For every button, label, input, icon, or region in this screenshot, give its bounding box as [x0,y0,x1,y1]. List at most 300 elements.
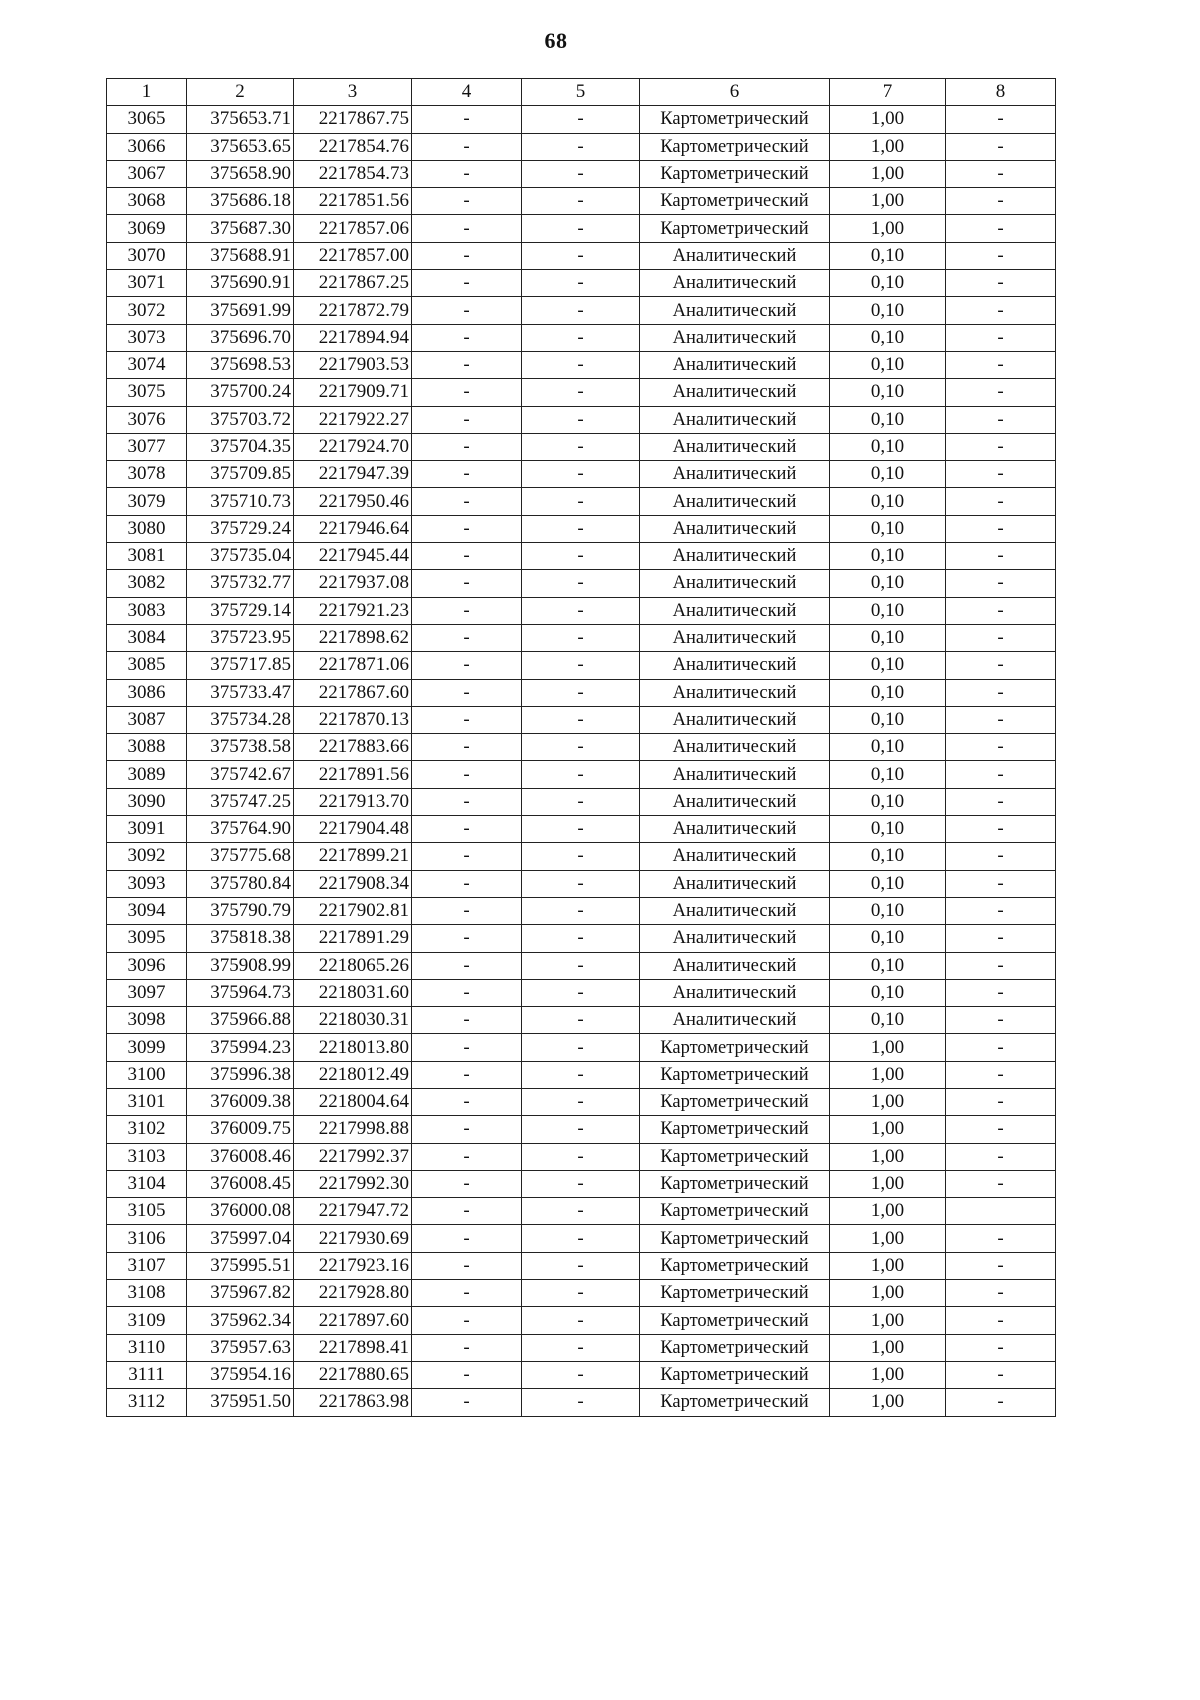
cell-col-8: - [946,351,1056,378]
cell-col-8: - [946,788,1056,815]
cell-coord-y: 2217946.64 [294,515,412,542]
cell-point-number: 3087 [107,706,187,733]
cell-col-4: - [412,1361,522,1388]
cell-accuracy: 1,00 [830,106,946,133]
cell-coord-y: 2217908.34 [294,870,412,897]
cell-accuracy: 1,00 [830,1280,946,1307]
cell-coord-y: 2218004.64 [294,1088,412,1115]
cell-point-number: 3071 [107,270,187,297]
cell-coord-x: 376009.75 [187,1116,294,1143]
cell-accuracy: 1,00 [830,188,946,215]
cell-coord-y: 2217913.70 [294,788,412,815]
cell-method: Аналитический [640,952,830,979]
cell-method: Картометрический [640,133,830,160]
cell-col-4: - [412,133,522,160]
cell-accuracy: 1,00 [830,1225,946,1252]
cell-point-number: 3107 [107,1252,187,1279]
cell-col-5: - [522,570,640,597]
cell-col-8: - [946,952,1056,979]
table-row [107,843,1056,870]
cell-col-4: - [412,1389,522,1416]
table-row [107,979,1056,1006]
table-row [107,1389,1056,1416]
cell-col-5: - [522,1034,640,1061]
cell-point-number: 3082 [107,570,187,597]
cell-point-number: 3097 [107,979,187,1006]
cell-method: Картометрический [640,106,830,133]
table-row [107,324,1056,351]
cell-method: Аналитический [640,351,830,378]
cell-accuracy: 1,00 [830,1252,946,1279]
cell-accuracy: 0,10 [830,734,946,761]
cell-point-number: 3084 [107,624,187,651]
cell-col-8: - [946,870,1056,897]
cell-coord-x: 375995.51 [187,1252,294,1279]
cell-coord-y: 2217867.60 [294,679,412,706]
cell-col-4: - [412,679,522,706]
cell-method: Картометрический [640,1252,830,1279]
cell-point-number: 3086 [107,679,187,706]
cell-col-5: - [522,215,640,242]
cell-col-5: - [522,297,640,324]
cell-col-4: - [412,1007,522,1034]
cell-col-5: - [522,188,640,215]
cell-col-8: - [946,1061,1056,1088]
table-row [107,1307,1056,1334]
cell-method: Аналитический [640,379,830,406]
column-header-2: 2 [187,79,294,106]
table-row [107,406,1056,433]
cell-col-8: - [946,160,1056,187]
cell-coord-x: 375764.90 [187,816,294,843]
table-row [107,133,1056,160]
page-number: 68 [544,28,568,53]
cell-coord-x: 375818.38 [187,925,294,952]
cell-accuracy: 0,10 [830,461,946,488]
cell-accuracy: 0,10 [830,242,946,269]
cell-point-number: 3092 [107,843,187,870]
cell-method: Аналитический [640,488,830,515]
cell-coord-x: 375653.71 [187,106,294,133]
cell-col-8: - [946,133,1056,160]
cell-coord-y: 2217891.56 [294,761,412,788]
cell-coord-x: 375723.95 [187,624,294,651]
cell-point-number: 3089 [107,761,187,788]
cell-accuracy: 0,10 [830,570,946,597]
table-row [107,761,1056,788]
cell-method: Аналитический [640,433,830,460]
cell-col-8: - [946,1252,1056,1279]
cell-col-8: - [946,106,1056,133]
table-row [107,1007,1056,1034]
cell-accuracy: 0,10 [830,351,946,378]
cell-method: Аналитический [640,679,830,706]
cell-accuracy: 1,00 [830,1307,946,1334]
cell-accuracy: 0,10 [830,406,946,433]
cell-method: Аналитический [640,816,830,843]
cell-col-4: - [412,816,522,843]
cell-accuracy: 1,00 [830,215,946,242]
cell-coord-x: 375957.63 [187,1334,294,1361]
cell-point-number: 3099 [107,1034,187,1061]
cell-accuracy: 0,10 [830,679,946,706]
cell-accuracy: 1,00 [830,1334,946,1361]
cell-col-8: - [946,1334,1056,1361]
cell-col-8: - [946,597,1056,624]
cell-coord-y: 2217899.21 [294,843,412,870]
cell-col-5: - [522,952,640,979]
cell-col-8: - [946,515,1056,542]
cell-accuracy: 1,00 [830,1389,946,1416]
cell-col-8: - [946,215,1056,242]
cell-method: Картометрический [640,1034,830,1061]
cell-col-4: - [412,1198,522,1225]
cell-col-5: - [522,816,640,843]
cell-accuracy: 1,00 [830,1116,946,1143]
cell-col-4: - [412,1034,522,1061]
cell-point-number: 3065 [107,106,187,133]
table-row [107,1143,1056,1170]
cell-col-5: - [522,624,640,651]
cell-col-5: - [522,1389,640,1416]
cell-coord-y: 2218012.49 [294,1061,412,1088]
cell-accuracy: 1,00 [830,1088,946,1115]
cell-point-number: 3103 [107,1143,187,1170]
cell-col-5: - [522,1143,640,1170]
cell-coord-x: 375686.18 [187,188,294,215]
cell-coord-x: 375951.50 [187,1389,294,1416]
cell-col-4: - [412,461,522,488]
table-row [107,160,1056,187]
cell-col-4: - [412,160,522,187]
cell-col-4: - [412,979,522,1006]
cell-coord-x: 375709.85 [187,461,294,488]
cell-coord-x: 375962.34 [187,1307,294,1334]
cell-coord-x: 375717.85 [187,652,294,679]
cell-col-8: - [946,1307,1056,1334]
cell-col-4: - [412,734,522,761]
cell-method: Картометрический [640,188,830,215]
table-row [107,816,1056,843]
cell-method: Аналитический [640,515,830,542]
cell-method: Картометрический [640,160,830,187]
cell-accuracy: 0,10 [830,897,946,924]
cell-coord-x: 375687.30 [187,215,294,242]
cell-coord-x: 375700.24 [187,379,294,406]
cell-col-8: - [946,1116,1056,1143]
table-row [107,1034,1056,1061]
cell-col-5: - [522,1225,640,1252]
cell-col-5: - [522,242,640,269]
cell-method: Картометрический [640,1334,830,1361]
cell-accuracy: 1,00 [830,1361,946,1388]
cell-coord-y: 2217851.56 [294,188,412,215]
cell-point-number: 3098 [107,1007,187,1034]
cell-accuracy: 0,10 [830,652,946,679]
cell-col-5: - [522,1307,640,1334]
cell-accuracy: 0,10 [830,597,946,624]
cell-method: Аналитический [640,270,830,297]
column-header-8: 8 [946,79,1056,106]
cell-col-5: - [522,1361,640,1388]
cell-point-number: 3068 [107,188,187,215]
table-row [107,679,1056,706]
cell-method: Аналитический [640,324,830,351]
cell-col-4: - [412,597,522,624]
cell-col-4: - [412,488,522,515]
cell-method: Аналитический [640,543,830,570]
cell-point-number: 3109 [107,1307,187,1334]
table-row [107,597,1056,624]
cell-coord-y: 2217923.16 [294,1252,412,1279]
cell-coord-x: 375735.04 [187,543,294,570]
cell-col-5: - [522,160,640,187]
cell-point-number: 3081 [107,543,187,570]
cell-accuracy: 0,10 [830,324,946,351]
cell-col-4: - [412,379,522,406]
cell-col-4: - [412,406,522,433]
cell-coord-x: 375738.58 [187,734,294,761]
table-row [107,488,1056,515]
cell-col-5: - [522,351,640,378]
cell-coord-y: 2217867.25 [294,270,412,297]
cell-accuracy: 0,10 [830,297,946,324]
table-row [107,1088,1056,1115]
cell-accuracy: 1,00 [830,1061,946,1088]
cell-coord-y: 2217998.88 [294,1116,412,1143]
cell-coord-x: 375691.99 [187,297,294,324]
cell-coord-y: 2218013.80 [294,1034,412,1061]
cell-accuracy: 1,00 [830,160,946,187]
cell-accuracy: 1,00 [830,1143,946,1170]
cell-method: Картометрический [640,1170,830,1197]
cell-coord-y: 2217872.79 [294,297,412,324]
cell-col-5: - [522,843,640,870]
cell-col-4: - [412,324,522,351]
cell-method: Аналитический [640,242,830,269]
cell-accuracy: 0,10 [830,979,946,1006]
cell-point-number: 3095 [107,925,187,952]
cell-coord-x: 375710.73 [187,488,294,515]
table-row [107,1361,1056,1388]
cell-col-8: - [946,270,1056,297]
cell-coord-y: 2217863.98 [294,1389,412,1416]
table-row [107,870,1056,897]
cell-coord-y: 2217903.53 [294,351,412,378]
cell-col-8: - [946,843,1056,870]
cell-coord-y: 2217854.76 [294,133,412,160]
table-row [107,297,1056,324]
cell-point-number: 3077 [107,433,187,460]
cell-method: Аналитический [640,897,830,924]
cell-col-5: - [522,270,640,297]
cell-coord-x: 376009.38 [187,1088,294,1115]
cell-method: Картометрический [640,1361,830,1388]
table-row [107,570,1056,597]
cell-col-4: - [412,215,522,242]
column-header-5: 5 [522,79,640,106]
cell-accuracy: 0,10 [830,270,946,297]
cell-point-number: 3093 [107,870,187,897]
column-header-1: 1 [107,79,187,106]
cell-point-number: 3104 [107,1170,187,1197]
cell-col-8: - [946,1361,1056,1388]
cell-col-8: - [946,324,1056,351]
cell-method: Аналитический [640,788,830,815]
cell-method: Картометрический [640,1307,830,1334]
cell-col-5: - [522,761,640,788]
cell-accuracy: 0,10 [830,515,946,542]
cell-point-number: 3070 [107,242,187,269]
cell-coord-x: 375704.35 [187,433,294,460]
cell-col-4: - [412,351,522,378]
cell-col-4: - [412,1225,522,1252]
cell-accuracy: 0,10 [830,952,946,979]
cell-col-5: - [522,433,640,460]
cell-point-number: 3108 [107,1280,187,1307]
cell-point-number: 3066 [107,133,187,160]
cell-col-5: - [522,1252,640,1279]
cell-coord-x: 376000.08 [187,1198,294,1225]
cell-coord-y: 2217898.62 [294,624,412,651]
cell-point-number: 3073 [107,324,187,351]
cell-coord-x: 375966.88 [187,1007,294,1034]
cell-col-8: - [946,979,1056,1006]
cell-accuracy: 1,00 [830,1170,946,1197]
cell-method: Картометрический [640,1389,830,1416]
cell-col-4: - [412,1252,522,1279]
cell-coord-y: 2217930.69 [294,1225,412,1252]
cell-method: Аналитический [640,734,830,761]
cell-point-number: 3112 [107,1389,187,1416]
cell-col-4: - [412,870,522,897]
cell-coord-x: 375780.84 [187,870,294,897]
table-row [107,952,1056,979]
cell-method: Картометрический [640,1088,830,1115]
cell-coord-x: 375729.24 [187,515,294,542]
cell-method: Аналитический [640,297,830,324]
cell-point-number: 3101 [107,1088,187,1115]
cell-accuracy: 0,10 [830,488,946,515]
cell-col-5: - [522,925,640,952]
cell-point-number: 3094 [107,897,187,924]
cell-col-5: - [522,979,640,1006]
cell-method: Аналитический [640,706,830,733]
cell-coord-x: 375747.25 [187,788,294,815]
cell-col-4: - [412,515,522,542]
cell-col-4: - [412,1307,522,1334]
table-body [107,106,1056,1416]
table-row [107,1170,1056,1197]
cell-col-4: - [412,270,522,297]
cell-col-4: - [412,188,522,215]
cell-col-8: - [946,1007,1056,1034]
cell-coord-x: 375653.65 [187,133,294,160]
cell-method: Аналитический [640,870,830,897]
cell-method: Аналитический [640,652,830,679]
cell-col-4: - [412,1143,522,1170]
table-row [107,351,1056,378]
cell-point-number: 3069 [107,215,187,242]
cell-accuracy: 0,10 [830,788,946,815]
cell-col-5: - [522,1334,640,1361]
cell-col-5: - [522,379,640,406]
table-row [107,515,1056,542]
table-row [107,1252,1056,1279]
cell-coord-x: 375954.16 [187,1361,294,1388]
cell-col-8: - [946,406,1056,433]
cell-coord-y: 2217937.08 [294,570,412,597]
cell-col-5: - [522,1088,640,1115]
table-row [107,379,1056,406]
cell-coord-y: 2217992.30 [294,1170,412,1197]
cell-col-5: - [522,543,640,570]
cell-col-5: - [522,679,640,706]
cell-coord-y: 2217902.81 [294,897,412,924]
cell-coord-x: 375690.91 [187,270,294,297]
cell-col-8: - [946,1389,1056,1416]
cell-point-number: 3102 [107,1116,187,1143]
cell-coord-y: 2218065.26 [294,952,412,979]
cell-col-4: - [412,297,522,324]
cell-accuracy: 0,10 [830,624,946,651]
cell-coord-y: 2217898.41 [294,1334,412,1361]
cell-coord-y: 2217921.23 [294,597,412,624]
cell-coord-y: 2217992.37 [294,1143,412,1170]
cell-col-8: - [946,1088,1056,1115]
cell-col-4: - [412,652,522,679]
cell-coord-y: 2218031.60 [294,979,412,1006]
cell-coord-y: 2217947.39 [294,461,412,488]
cell-method: Картометрический [640,1198,830,1225]
cell-col-5: - [522,1007,640,1034]
cell-col-4: - [412,1170,522,1197]
cell-coord-y: 2217854.73 [294,160,412,187]
cell-coord-x: 375775.68 [187,843,294,870]
cell-method: Аналитический [640,925,830,952]
cell-coord-x: 375994.23 [187,1034,294,1061]
cell-col-8: - [946,1143,1056,1170]
cell-point-number: 3079 [107,488,187,515]
table-row [107,270,1056,297]
cell-coord-x: 375996.38 [187,1061,294,1088]
cell-col-5: - [522,1061,640,1088]
cell-method: Аналитический [640,979,830,1006]
cell-col-5: - [522,788,640,815]
cell-accuracy: 0,10 [830,543,946,570]
cell-coord-x: 375658.90 [187,160,294,187]
cell-col-5: - [522,870,640,897]
cell-coord-x: 375698.53 [187,351,294,378]
cell-method: Аналитический [640,624,830,651]
cell-point-number: 3111 [107,1361,187,1388]
cell-col-4: - [412,1116,522,1143]
cell-col-5: - [522,133,640,160]
table-row [107,706,1056,733]
cell-point-number: 3075 [107,379,187,406]
cell-coord-y: 2217857.06 [294,215,412,242]
cell-accuracy: 0,10 [830,433,946,460]
cell-accuracy: 0,10 [830,925,946,952]
cell-point-number: 3110 [107,1334,187,1361]
cell-coord-y: 2217950.46 [294,488,412,515]
cell-method: Аналитический [640,761,830,788]
cell-point-number: 3100 [107,1061,187,1088]
cell-col-4: - [412,1088,522,1115]
table-row [107,1280,1056,1307]
cell-col-5: - [522,597,640,624]
cell-method: Картометрический [640,1280,830,1307]
